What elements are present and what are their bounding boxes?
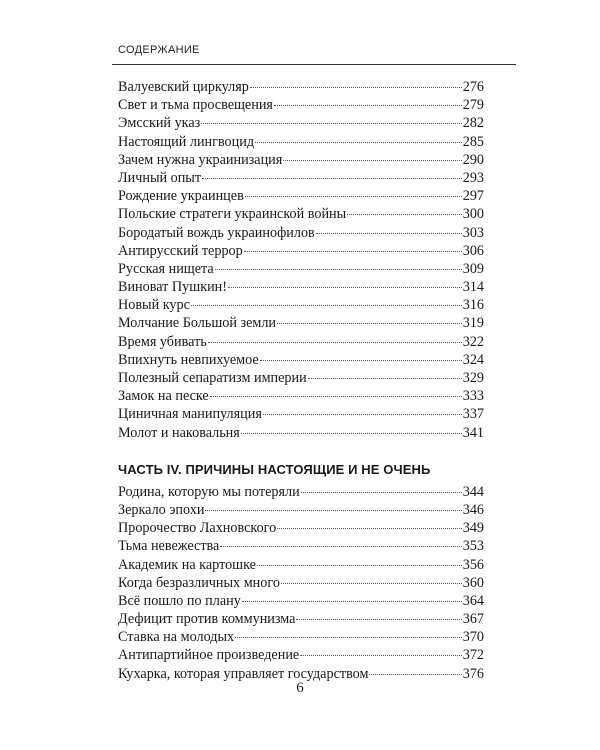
toc-entry-page: 372 bbox=[462, 647, 484, 664]
toc-entry-page: 290 bbox=[462, 151, 484, 168]
toc-entry-page: 376 bbox=[462, 665, 484, 682]
toc-entry-page: 370 bbox=[462, 629, 484, 646]
toc-entry-title: Новый курс bbox=[118, 297, 190, 314]
dot-leader bbox=[205, 510, 461, 511]
toc-entry-page: 276 bbox=[462, 79, 484, 95]
toc-entry[interactable] bbox=[118, 556, 484, 574]
toc-section-part-iv bbox=[118, 483, 484, 683]
dot-leader bbox=[242, 601, 462, 602]
dot-leader bbox=[235, 637, 462, 638]
toc-entry[interactable] bbox=[118, 387, 484, 405]
toc-entry[interactable] bbox=[118, 537, 484, 555]
toc-entry[interactable] bbox=[118, 405, 484, 423]
toc-entry-page: 349 bbox=[462, 520, 484, 537]
toc-entry-title: Всё пошло по плану bbox=[118, 592, 241, 609]
toc-entry-title: Академик на картошке bbox=[118, 556, 256, 573]
toc-entry[interactable] bbox=[118, 169, 484, 187]
toc-entry[interactable] bbox=[118, 519, 484, 537]
toc-entry-page: 329 bbox=[462, 370, 484, 386]
dot-leader bbox=[283, 160, 461, 161]
toc-entry[interactable] bbox=[118, 574, 484, 592]
toc-entry-title: Свет и тьма просвещения bbox=[118, 97, 273, 114]
dot-leader bbox=[369, 674, 461, 675]
part-heading: ЧАСТЬ IV. ПРИЧИНЫ НАСТОЯЩИЕ И НЕ ОЧЕНЬ bbox=[118, 461, 431, 477]
dot-leader bbox=[277, 323, 462, 324]
toc-entry[interactable] bbox=[118, 96, 484, 114]
toc-entry-page: 333 bbox=[462, 388, 484, 405]
dot-leader bbox=[250, 87, 462, 88]
toc-entry[interactable] bbox=[118, 133, 484, 151]
toc-entry-title: Время убивать bbox=[118, 333, 207, 350]
toc-entry-title: Циничная манипуляция bbox=[118, 406, 262, 423]
toc-entry-page: 279 bbox=[462, 97, 484, 114]
toc-entry-page: 346 bbox=[462, 501, 484, 518]
toc-entry-page: 306 bbox=[462, 242, 484, 259]
toc-entry-title: Польские стратеги украинской войны bbox=[118, 206, 347, 223]
toc-entry-title: Виноват Пушкин! bbox=[118, 279, 227, 296]
toc-entry-page: 344 bbox=[462, 483, 484, 500]
toc-section-top bbox=[118, 78, 484, 442]
toc-entry-title: Полезный сепаратизм империи bbox=[118, 370, 307, 386]
toc-entry[interactable] bbox=[118, 314, 484, 332]
toc-entry[interactable] bbox=[118, 278, 484, 296]
toc-entry-title: Рождение украинцев bbox=[118, 188, 244, 205]
toc-entry-title: Впихнуть невпихуемое bbox=[118, 351, 259, 368]
toc-entry-title: Родина, которую мы потеряли bbox=[118, 483, 300, 500]
toc-entry-title: Личный опыт bbox=[118, 169, 202, 186]
dot-leader bbox=[260, 360, 462, 361]
toc-entry-title: Когда безразличных много bbox=[118, 574, 280, 591]
dot-leader bbox=[277, 528, 462, 529]
toc-entry[interactable] bbox=[118, 187, 484, 205]
toc-entry[interactable] bbox=[118, 296, 484, 314]
toc-entry[interactable] bbox=[118, 424, 484, 442]
toc-entry-title: Молот и наковальня bbox=[118, 424, 240, 441]
dot-leader bbox=[245, 196, 462, 197]
dot-leader bbox=[220, 546, 461, 547]
header-rule bbox=[112, 64, 516, 65]
toc-entry[interactable] bbox=[118, 260, 484, 278]
dot-leader bbox=[255, 142, 462, 143]
toc-entry-title: Валуевский циркуляр bbox=[118, 79, 249, 95]
toc-entry-page: 314 bbox=[462, 279, 484, 296]
toc-entry[interactable] bbox=[118, 501, 484, 519]
dot-leader bbox=[241, 433, 462, 434]
toc-entry[interactable] bbox=[118, 351, 484, 369]
dot-leader bbox=[316, 233, 462, 234]
toc-entry-page: 341 bbox=[462, 424, 484, 441]
toc-entry[interactable] bbox=[118, 333, 484, 351]
dot-leader bbox=[308, 378, 462, 379]
toc-entry-title: Зеркало эпохи bbox=[118, 501, 205, 518]
toc-entry[interactable] bbox=[118, 610, 484, 628]
toc-entry-title: Бородатый вождь украинофилов bbox=[118, 224, 315, 241]
toc-entry-page: 309 bbox=[462, 260, 484, 277]
toc-entry-title: Дефицит против коммунизма bbox=[118, 611, 296, 628]
toc-entry-page: 285 bbox=[462, 133, 484, 150]
toc-entry[interactable] bbox=[118, 78, 484, 96]
toc-entry[interactable] bbox=[118, 205, 484, 223]
toc-entry[interactable] bbox=[118, 369, 484, 387]
dot-leader bbox=[191, 305, 462, 306]
dot-leader bbox=[347, 214, 462, 215]
toc-entry-page: 322 bbox=[462, 333, 484, 350]
toc-entry[interactable] bbox=[118, 242, 484, 260]
toc-entry-page: 360 bbox=[462, 574, 484, 591]
dot-leader bbox=[301, 492, 462, 493]
toc-entry-title: Эмсский указ bbox=[118, 115, 201, 132]
toc-entry-page: 319 bbox=[462, 315, 484, 332]
toc-entry-title: Антирусский террор bbox=[118, 242, 243, 259]
toc-entry-title: Русская нищета bbox=[118, 260, 214, 277]
toc-entry-page: 293 bbox=[462, 169, 484, 186]
table-of-contents bbox=[118, 78, 484, 683]
dot-leader bbox=[228, 287, 462, 288]
toc-entry-title: Антипартийное произведение bbox=[118, 647, 300, 664]
toc-entry[interactable] bbox=[118, 151, 484, 169]
dot-leader bbox=[263, 414, 462, 415]
toc-entry-title: Замок на песке bbox=[118, 388, 209, 405]
toc-entry-title: Молчание Большой земли bbox=[118, 315, 277, 332]
toc-entry-title: Ставка на молодых bbox=[118, 629, 235, 646]
toc-entry-title: Пророчество Лахновского bbox=[118, 520, 277, 537]
dot-leader bbox=[300, 655, 462, 656]
dot-leader bbox=[257, 565, 462, 566]
toc-entry-page: 297 bbox=[462, 188, 484, 205]
toc-entry-title: Зачем нужна украинизация bbox=[118, 151, 283, 168]
dot-leader bbox=[281, 583, 462, 584]
toc-entry-title: Настоящий лингвоцид bbox=[118, 133, 255, 150]
dot-leader bbox=[244, 251, 462, 252]
toc-entry-page: 300 bbox=[462, 206, 484, 223]
toc-entry[interactable] bbox=[118, 224, 484, 242]
dot-leader bbox=[201, 123, 461, 124]
toc-entry[interactable] bbox=[118, 592, 484, 610]
toc-entry-page: 367 bbox=[462, 611, 484, 628]
toc-entry[interactable] bbox=[118, 483, 484, 501]
running-head: СОДЕРЖАНИЕ bbox=[118, 44, 200, 56]
toc-entry-page: 303 bbox=[462, 224, 484, 241]
toc-entry[interactable] bbox=[118, 628, 484, 646]
dot-leader bbox=[296, 619, 461, 620]
page-number: 6 bbox=[296, 680, 304, 696]
dot-leader bbox=[274, 105, 462, 106]
toc-entry-page: 282 bbox=[462, 115, 484, 132]
toc-entry-page: 337 bbox=[462, 406, 484, 423]
dot-leader bbox=[215, 269, 462, 270]
toc-entry-page: 353 bbox=[462, 538, 484, 555]
toc-entry-page: 356 bbox=[462, 556, 484, 573]
toc-entry-title: Тьма невежества bbox=[118, 538, 220, 555]
toc-entry-page: 364 bbox=[462, 592, 484, 609]
toc-entry-page: 324 bbox=[462, 351, 484, 368]
dot-leader bbox=[202, 178, 462, 179]
toc-entry[interactable] bbox=[118, 114, 484, 132]
dot-leader bbox=[210, 396, 462, 397]
toc-entry-page: 316 bbox=[462, 297, 484, 314]
toc-entry-title: Кухарка, которая управляет государством bbox=[118, 665, 369, 682]
toc-entry[interactable] bbox=[118, 646, 484, 664]
dot-leader bbox=[208, 342, 462, 343]
